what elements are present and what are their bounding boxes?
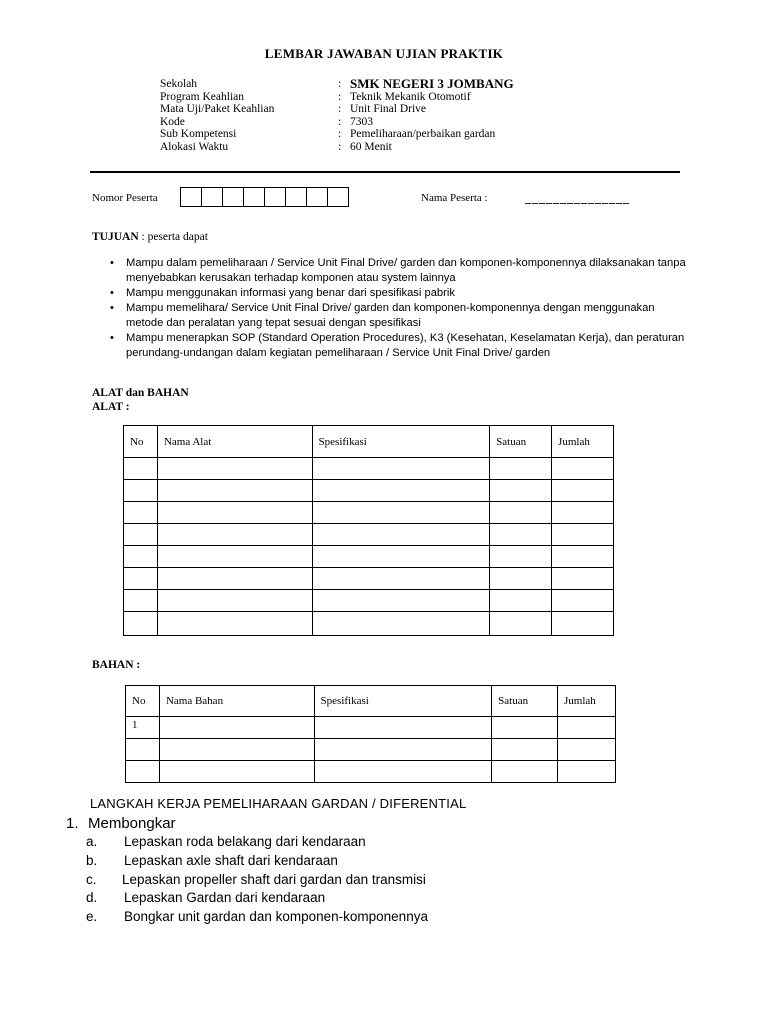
info-colon: :	[338, 78, 342, 90]
substep-text: Lepaskan roda belakang dari kendaraan	[124, 834, 366, 849]
steps-title: LANGKAH KERJA PEMELIHARAAN GARDAN / DIFERENTIAL	[90, 796, 467, 811]
table-cell[interactable]	[490, 590, 552, 612]
table-cell[interactable]	[490, 524, 552, 546]
table-cell[interactable]	[312, 524, 490, 546]
table-cell[interactable]	[558, 717, 616, 739]
table-cell[interactable]	[490, 568, 552, 590]
header-cell: Satuan	[492, 686, 558, 717]
tujuan-line	[92, 231, 208, 243]
table-cell[interactable]	[552, 480, 614, 502]
info-row-mata-uji	[160, 103, 514, 116]
header-divider	[90, 171, 680, 173]
substep-text: Lepaskan Gardan dari kendaraan	[124, 890, 326, 906]
table-cell[interactable]	[492, 739, 558, 761]
table-cell[interactable]	[492, 717, 558, 739]
table-cell[interactable]	[157, 524, 312, 546]
info-colon: :	[338, 140, 342, 153]
alat-heading: ALAT :	[92, 401, 130, 413]
info-colon: :	[338, 103, 342, 116]
table-cell[interactable]	[490, 458, 552, 480]
substep-mark: c.	[86, 871, 97, 887]
goal-item	[110, 256, 690, 286]
info-colon: :	[338, 115, 342, 128]
info-value: 60 Menit	[350, 140, 392, 153]
table-cell[interactable]	[312, 546, 490, 568]
page-title: LEMBAR JAWABAN UJIAN PRAKTIK	[264, 46, 504, 61]
info-label: Sekolah	[160, 78, 198, 90]
digit-box[interactable]	[327, 187, 349, 207]
list-item	[86, 889, 428, 908]
table-header-row	[124, 426, 614, 458]
table-cell[interactable]	[552, 612, 614, 636]
info-colon: :	[338, 128, 342, 141]
info-row-kode	[160, 116, 514, 129]
table-row	[124, 524, 614, 546]
table-cell[interactable]	[490, 546, 552, 568]
table-cell[interactable]	[157, 612, 312, 636]
table-cell[interactable]	[312, 590, 490, 612]
nomor-peserta-label: Nomor Peserta	[92, 192, 158, 204]
goal-item	[110, 331, 690, 361]
tujuan-label: TUJUAN	[92, 231, 139, 243]
bullet-icon: •	[110, 332, 114, 344]
bahan-heading: BAHAN :	[92, 659, 141, 671]
table-cell[interactable]	[124, 502, 158, 524]
table-cell[interactable]	[552, 524, 614, 546]
table-cell[interactable]	[124, 546, 158, 568]
digit-box[interactable]	[243, 187, 265, 207]
table-cell[interactable]	[552, 546, 614, 568]
table-cell[interactable]	[490, 502, 552, 524]
header-cell: Spesifikasi	[312, 426, 490, 458]
table-cell[interactable]	[124, 590, 158, 612]
info-row-sekolah	[160, 78, 514, 91]
exam-info	[160, 78, 514, 154]
table-cell[interactable]	[312, 480, 490, 502]
bullet-icon: •	[110, 257, 114, 269]
table-cell[interactable]	[157, 590, 312, 612]
table-cell[interactable]	[492, 761, 558, 783]
table-row	[124, 568, 614, 590]
table-row	[124, 612, 614, 636]
nama-peserta-label: Nama Peserta :	[421, 192, 488, 204]
table-cell[interactable]	[314, 717, 492, 739]
digit-box[interactable]	[222, 187, 244, 207]
substep-text: Lepaskan propeller shaft dari gardan dan transmisi	[122, 871, 426, 887]
table-row	[126, 739, 616, 761]
info-row-program	[160, 91, 514, 104]
table-cell[interactable]	[552, 590, 614, 612]
table-cell[interactable]	[157, 546, 312, 568]
table-cell[interactable]	[552, 458, 614, 480]
table-cell[interactable]	[159, 717, 314, 739]
info-label: Sub Kompetensi	[160, 128, 237, 141]
info-row-sub-kompetensi	[160, 128, 514, 141]
alat-bahan-heading: ALAT dan BAHAN	[92, 387, 189, 399]
info-value: 7303	[350, 115, 373, 128]
goals-list	[110, 256, 690, 361]
table-cell[interactable]: 1	[126, 717, 160, 739]
table-cell[interactable]	[552, 568, 614, 590]
table-cell[interactable]	[312, 612, 490, 636]
info-row-alokasi-waktu	[160, 141, 514, 154]
step-label: Membongkar	[88, 815, 176, 832]
info-label: Kode	[160, 115, 185, 128]
table-row	[124, 590, 614, 612]
table-cell[interactable]	[490, 480, 552, 502]
bahan-table	[125, 685, 616, 783]
table-cell[interactable]	[558, 761, 616, 783]
goal-item	[110, 286, 690, 301]
header-cell: Nama Bahan	[159, 686, 314, 717]
substep-text: Bongkar unit gardan dan komponen-komponennya	[124, 909, 428, 925]
list-item	[86, 833, 428, 852]
list-item	[86, 908, 428, 927]
table-cell[interactable]	[312, 458, 490, 480]
table-cell[interactable]	[314, 761, 492, 783]
info-label: Alokasi Waktu	[160, 140, 229, 153]
substep-mark: a.	[86, 834, 98, 849]
table-cell[interactable]	[126, 739, 160, 761]
step-number: 1.	[66, 815, 79, 832]
info-colon: :	[338, 90, 342, 103]
digit-box[interactable]	[264, 187, 286, 207]
table-cell[interactable]	[490, 612, 552, 636]
table-cell[interactable]	[157, 502, 312, 524]
tujuan-text: : peserta dapat	[138, 231, 208, 243]
digit-box[interactable]	[180, 187, 202, 207]
info-value: Pemeliharaan/perbaikan gardan	[350, 128, 496, 141]
digit-box[interactable]	[201, 187, 223, 207]
nomor-peserta-boxes	[180, 187, 348, 207]
table-cell[interactable]	[157, 458, 312, 480]
substep-mark: d.	[86, 890, 98, 906]
info-value: SMK NEGERI 3 JOMBANG	[350, 76, 514, 91]
table-cell[interactable]	[124, 612, 158, 636]
table-cell[interactable]	[312, 502, 490, 524]
goal-text: Mampu dalam pemeliharaan / Service Unit Final Drive/ garden dan komponen-komponennya dilaksanakan tanpa menyebabkan kerusakan terhadap komponen atau system lainnya	[126, 257, 686, 284]
table-header-row	[126, 686, 616, 717]
nama-peserta-line[interactable]: _______________	[525, 190, 630, 204]
table-cell[interactable]	[157, 568, 312, 590]
table-cell[interactable]	[312, 568, 490, 590]
info-value: Unit Final Drive	[350, 103, 427, 116]
table-cell[interactable]	[159, 739, 314, 761]
header-cell: Satuan	[490, 426, 552, 458]
table-row	[124, 480, 614, 502]
list-item	[86, 852, 428, 871]
step-heading	[66, 815, 176, 832]
goal-text: Mampu memelihara/ Service Unit Final Drive/ garden dan komponen-komponennya dengan menggunakan metode dan peralatan yang tepat sesuai dengan spesifikasi	[126, 302, 655, 329]
table-cell[interactable]	[126, 761, 160, 783]
table-row	[124, 546, 614, 568]
goal-item	[110, 301, 690, 331]
substep-mark: b.	[86, 852, 98, 868]
goal-text: Mampu menggunakan informasi yang benar dari spesifikasi pabrik	[126, 287, 455, 299]
header-cell: Nama Alat	[157, 426, 312, 458]
table-cell[interactable]	[124, 568, 158, 590]
table-cell[interactable]	[159, 761, 314, 783]
table-row	[124, 502, 614, 524]
alat-table	[123, 425, 614, 636]
substep-mark: e.	[86, 909, 98, 925]
goal-text: Mampu menerapkan SOP (Standard Operation Procedures), K3 (Kesehatan, Keselamatan Kerja), dan peraturan perundang-undangan dalam kegiatan pemeliharaan / Service Unit Final Drive/ garden	[126, 332, 685, 359]
table-cell[interactable]	[558, 739, 616, 761]
table-cell[interactable]	[124, 458, 158, 480]
bullet-icon: •	[110, 302, 114, 314]
table-cell[interactable]	[124, 524, 158, 546]
table-row	[124, 458, 614, 480]
digit-box[interactable]	[306, 187, 328, 207]
table-row	[126, 717, 616, 739]
header-cell: No	[124, 426, 158, 458]
table-cell[interactable]	[124, 480, 158, 502]
list-item	[86, 871, 428, 890]
bullet-icon: •	[110, 287, 114, 299]
header-cell: Jumlah	[558, 686, 616, 717]
substep-text: Lepaskan axle shaft dari kendaraan	[124, 852, 338, 868]
info-label: Mata Uji/Paket Keahlian	[160, 103, 275, 116]
table-cell[interactable]	[157, 480, 312, 502]
table-cell[interactable]	[552, 502, 614, 524]
header-cell: Jumlah	[552, 426, 614, 458]
header-cell: Spesifikasi	[314, 686, 492, 717]
header-cell: No	[126, 686, 160, 717]
info-value: Teknik Mekanik Otomotif	[350, 90, 471, 103]
table-row	[126, 761, 616, 783]
info-label: Program Keahlian	[160, 90, 244, 103]
table-cell[interactable]	[314, 739, 492, 761]
substeps-list	[86, 833, 428, 927]
digit-box[interactable]	[285, 187, 307, 207]
